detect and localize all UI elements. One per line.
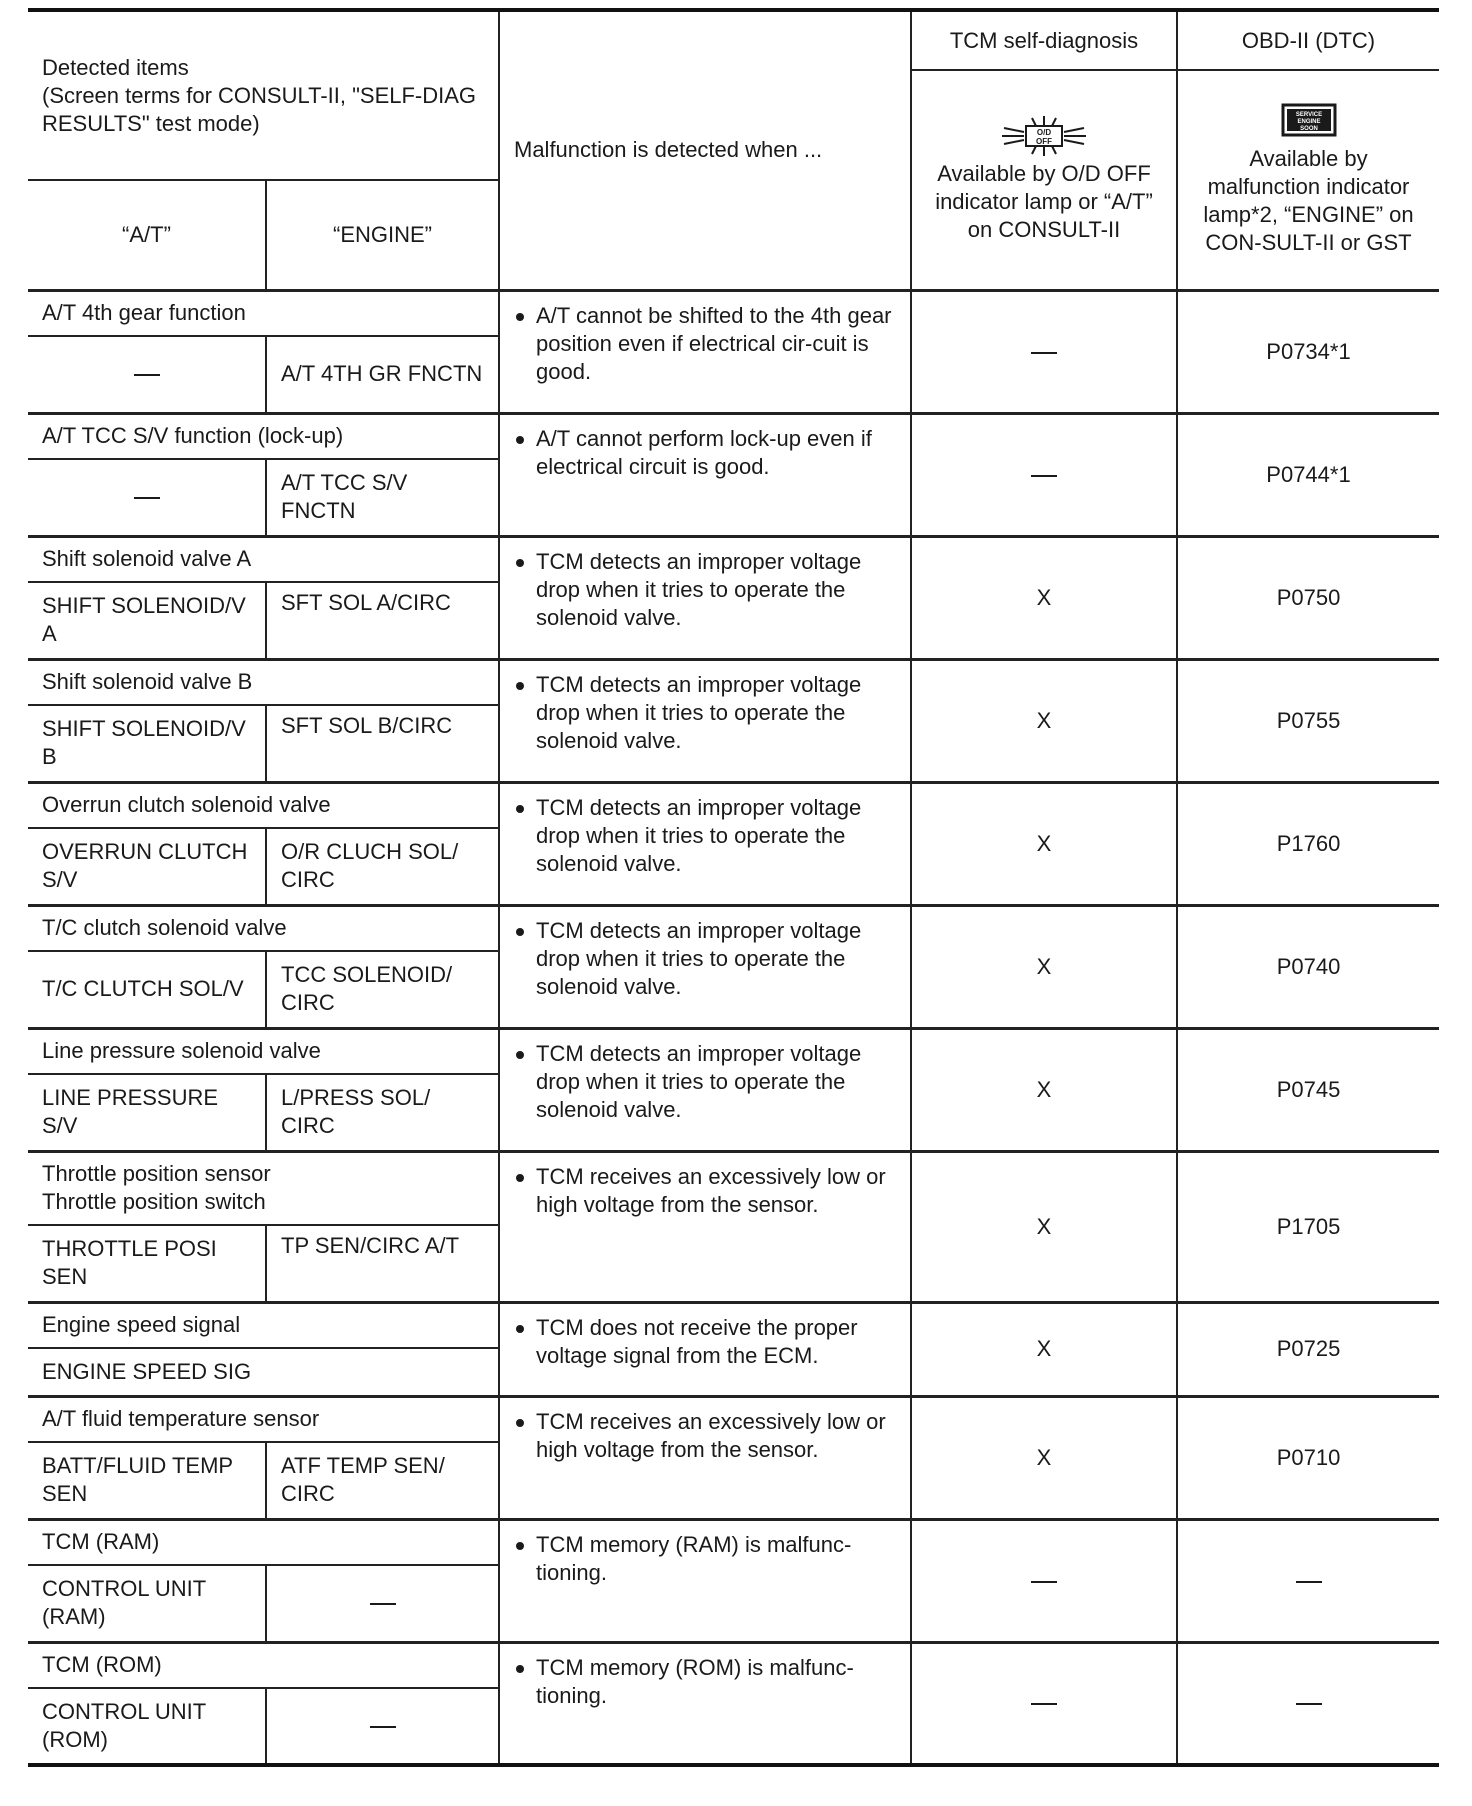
tcm-self-diagnosis-value: X (911, 1302, 1177, 1396)
tcm-self-diagnosis-value (911, 1519, 1177, 1642)
item-name: T/C clutch solenoid valve (28, 905, 499, 951)
item-name: TCM (RAM) (28, 1519, 499, 1565)
obd-dtc-code: P0755 (1177, 659, 1439, 782)
obd-dtc-code (1177, 1519, 1439, 1642)
obd-dtc-code (1177, 1642, 1439, 1765)
item-name-line: Throttle position switch (42, 1189, 266, 1215)
obd-dtc-code: P0744*1 (1177, 413, 1439, 536)
tcm-self-diagnosis-value: X (911, 782, 1177, 905)
svg-text:ENGINE: ENGINE (1296, 118, 1321, 125)
tcm-availability-note (911, 70, 1177, 290)
malfunction-condition (499, 536, 911, 659)
dash (370, 1603, 396, 1605)
dash (1031, 475, 1057, 477)
item-name: Line pressure solenoid valve (28, 1028, 499, 1074)
malfunction-text: TCM receives an excessively low or high voltage from the sensor. (514, 1163, 896, 1219)
item-name: Engine speed signal (28, 1302, 499, 1348)
malfunction-condition (499, 1028, 911, 1151)
dash (1031, 1581, 1057, 1583)
tcm-self-diagnosis-value: X (911, 536, 1177, 659)
detected-items-subtitle: (Screen terms for CONSULT-II, "SELF-DIAG RESULTS" test mode) (42, 82, 477, 136)
dash (1296, 1581, 1322, 1583)
malfunction-condition (499, 1151, 911, 1302)
obd-dtc-code: P0750 (1177, 536, 1439, 659)
malfunction-text: A/T cannot perform lock-up even if electrical circuit is good. (514, 425, 896, 481)
obd-availability-text: Available by malfunction indicator lamp*2, “ENGINE” on CON-SULT-II or GST (1203, 145, 1414, 255)
malfunction-condition (499, 782, 911, 905)
at-term: SHIFT SOLENOID/V B (28, 705, 266, 782)
self-diagnosis-table (28, 8, 1439, 1767)
dash (1296, 1703, 1322, 1705)
obd-dtc-code: P0734*1 (1177, 290, 1439, 413)
item-name: A/T TCC S/V function (lock-up) (28, 413, 499, 459)
engine-term: A/T 4TH GR FNCTN (266, 336, 499, 413)
dash (1031, 1703, 1057, 1705)
malfunction-text: TCM detects an improper voltage drop when it tries to operate the solenoid valve. (514, 1040, 896, 1124)
item-name: Shift solenoid valve A (28, 536, 499, 582)
malfunction-text: TCM memory (ROM) is malfunc-tioning. (514, 1654, 896, 1710)
obd-dtc-header: OBD-II (DTC) (1177, 10, 1439, 70)
item-name: A/T fluid temperature sensor (28, 1396, 499, 1442)
engine-term (266, 1565, 499, 1642)
malfunction-text: TCM detects an improper voltage drop when it tries to operate the solenoid valve. (514, 917, 896, 1001)
at-term: CONTROL UNIT (ROM) (28, 1688, 266, 1765)
tcm-self-diagnosis-value (911, 413, 1177, 536)
obd-dtc-code: P0740 (1177, 905, 1439, 1028)
dash (370, 1726, 396, 1728)
dash (134, 374, 160, 376)
tcm-self-diagnosis-value: X (911, 905, 1177, 1028)
malfunction-condition (499, 1642, 911, 1765)
svg-text:SOON: SOON (1299, 125, 1318, 132)
at-term: LINE PRESSURE S/V (28, 1074, 266, 1151)
engine-term: ATF TEMP SEN/ CIRC (266, 1442, 499, 1519)
engine-term: A/T TCC S/V FNCTN (266, 459, 499, 536)
at-term: T/C CLUTCH SOL/V (28, 951, 266, 1028)
engine-term: SFT SOL A/CIRC (266, 582, 499, 659)
service-engine-soon-lamp-icon (1281, 103, 1337, 137)
malfunction-condition (499, 413, 911, 536)
malfunction-condition (499, 905, 911, 1028)
at-term: CONTROL UNIT (RAM) (28, 1565, 266, 1642)
detected-items-header (28, 10, 499, 180)
engine-term: TP SEN/CIRC A/T (266, 1225, 499, 1302)
tcm-availability-text: Available by O/D OFF indicator lamp or “A/T” on CONSULT-II (935, 160, 1153, 242)
malfunction-text: TCM detects an improper voltage drop when it tries to operate the solenoid valve. (514, 671, 896, 755)
od-off-lamp-icon (996, 116, 1092, 156)
obd-dtc-code: P1705 (1177, 1151, 1439, 1302)
at-term: THROTTLE POSI SEN (28, 1225, 266, 1302)
malfunction-text: TCM receives an excessively low or high voltage from the sensor. (514, 1408, 896, 1464)
tcm-self-diagnosis-value: X (911, 1028, 1177, 1151)
obd-availability-note (1177, 70, 1439, 290)
tcm-self-diagnosis-header: TCM self-diagnosis (911, 10, 1177, 70)
obd-dtc-code: P0710 (1177, 1396, 1439, 1519)
detected-items-title: Detected items (42, 54, 189, 80)
engine-term: SFT SOL B/CIRC (266, 705, 499, 782)
dash (1031, 352, 1057, 354)
dash (134, 497, 160, 499)
malfunction-condition (499, 659, 911, 782)
obd-dtc-code: P0745 (1177, 1028, 1439, 1151)
obd-dtc-code: P1760 (1177, 782, 1439, 905)
at-term: ENGINE SPEED SIG (28, 1348, 499, 1396)
item-name: Overrun clutch solenoid valve (28, 782, 499, 828)
tcm-self-diagnosis-value (911, 290, 1177, 413)
malfunction-header: Malfunction is detected when ... (499, 10, 911, 290)
item-name: TCM (ROM) (28, 1642, 499, 1688)
malfunction-condition (499, 1396, 911, 1519)
svg-text:O/D: O/D (1036, 127, 1052, 137)
engine-term: O/R CLUCH SOL/ CIRC (266, 828, 499, 905)
at-term: SHIFT SOLENOID/V A (28, 582, 266, 659)
malfunction-text: TCM detects an improper voltage drop when it tries to operate the solenoid valve. (514, 794, 896, 878)
tcm-self-diagnosis-value (911, 1642, 1177, 1765)
tcm-self-diagnosis-value: X (911, 1151, 1177, 1302)
malfunction-text: TCM memory (RAM) is malfunc-tioning. (514, 1531, 896, 1587)
at-term (28, 336, 266, 413)
at-term: OVERRUN CLUTCH S/V (28, 828, 266, 905)
item-name-line: Throttle position sensor (42, 1161, 271, 1187)
item-name: A/T 4th gear function (28, 290, 499, 336)
at-term: BATT/FLUID TEMP SEN (28, 1442, 266, 1519)
malfunction-text: A/T cannot be shifted to the 4th gear position even if electrical cir-cuit is good. (514, 302, 896, 386)
malfunction-text: TCM does not receive the proper voltage signal from the ECM. (514, 1314, 896, 1370)
malfunction-condition (499, 1302, 911, 1396)
engine-term (266, 1688, 499, 1765)
malfunction-text: TCM detects an improper voltage drop when it tries to operate the solenoid valve. (514, 548, 896, 632)
engine-term: TCC SOLENOID/ CIRC (266, 951, 499, 1028)
tcm-self-diagnosis-value: X (911, 659, 1177, 782)
malfunction-condition (499, 1519, 911, 1642)
item-name (28, 1151, 499, 1225)
malfunction-condition (499, 290, 911, 413)
svg-text:SERVICE: SERVICE (1295, 111, 1322, 118)
svg-text:OFF: OFF (1036, 136, 1052, 146)
engine-term: L/PRESS SOL/ CIRC (266, 1074, 499, 1151)
obd-dtc-code: P0725 (1177, 1302, 1439, 1396)
engine-column-header: “ENGINE” (266, 180, 499, 290)
item-name: Shift solenoid valve B (28, 659, 499, 705)
at-term (28, 459, 266, 536)
tcm-self-diagnosis-value: X (911, 1396, 1177, 1519)
at-column-header: “A/T” (28, 180, 266, 290)
